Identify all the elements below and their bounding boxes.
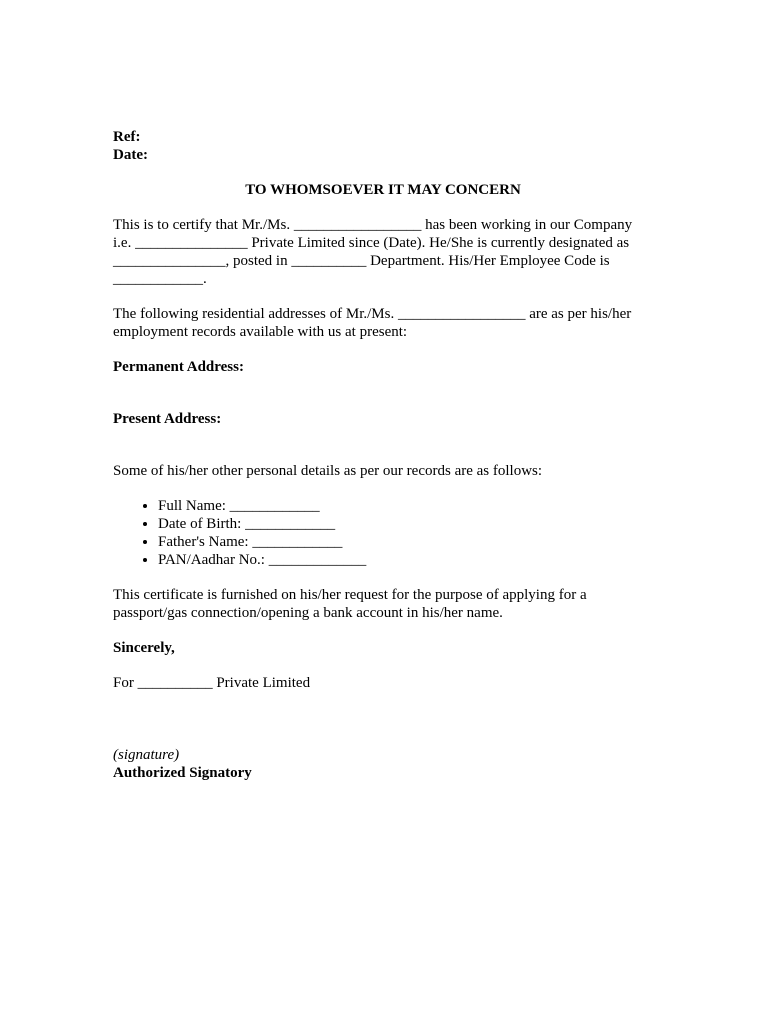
date-label: Date: — [113, 147, 148, 163]
list-item: • Full Name: ____________ — [158, 497, 653, 515]
signatory-title: Authorized Signatory — [113, 765, 252, 781]
company-line: For __________ Private Limited — [113, 675, 311, 691]
certification-paragraph: This is to certify that Mr./Ms. _________________ has been working in our Company i.e. _______________ Private Limited since (Date). He/She is currently designated as _______________, posted in __________ Department. His/Her Employee Code is ____________. — [113, 217, 633, 287]
ref-label: Ref: — [113, 129, 141, 145]
signature-placeholder: (signature) — [113, 747, 180, 763]
document-title: TO WHOMSOEVER IT MAY CONCERN — [245, 182, 521, 198]
list-item: • PAN/Aadhar No.: _____________ — [158, 551, 653, 569]
document-page — [113, 128, 653, 782]
list-item: • Father's Name: ____________ — [158, 533, 653, 551]
purpose-paragraph: This certificate is furnished on his/her request for the purpose of applying for a passport/gas connection/opening a bank account in his/her name. — [113, 587, 587, 621]
present-address-label: Present Address: — [113, 411, 222, 427]
address-intro-paragraph: The following residential addresses of Mr./Ms. _________________ are as per his/her employment records available with us at present: — [113, 306, 632, 340]
personal-details-list — [113, 497, 653, 569]
sincerely-closing: Sincerely, — [113, 640, 175, 656]
permanent-address-label: Permanent Address: — [113, 359, 244, 375]
personal-details-intro: Some of his/her other personal details as per our records are as follows: — [113, 463, 543, 479]
list-item: • Date of Birth: ____________ — [158, 515, 653, 533]
